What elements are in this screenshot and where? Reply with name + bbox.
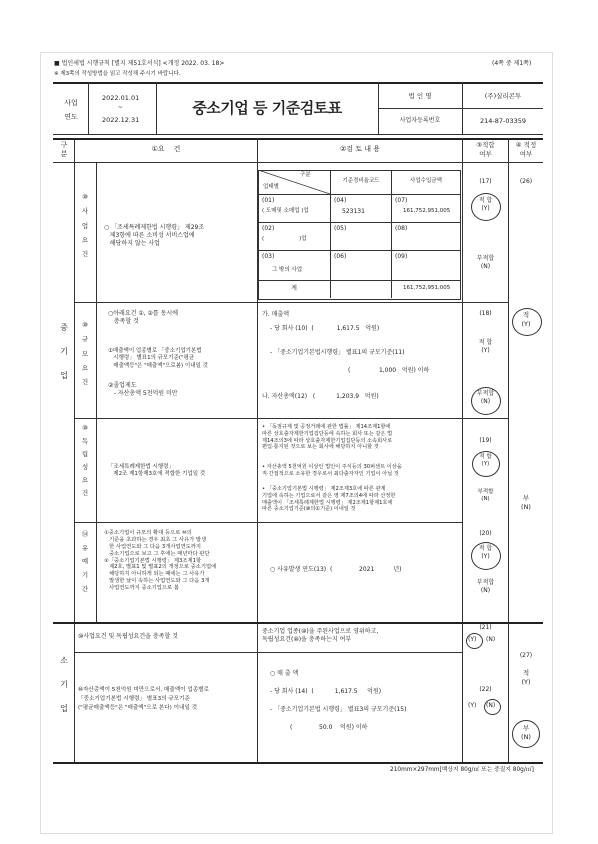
cell-04-val: 523131 — [342, 208, 365, 215]
fiscal-year-start: 2022.01.01 — [102, 94, 140, 102]
col-fit: ③적합 여부 — [476, 141, 495, 158]
cell-04-no: (04) — [334, 197, 347, 204]
fiscal-year-label: 사업 연도 — [64, 99, 78, 121]
fit-22-nofit: (N) — [486, 702, 496, 709]
fit-22-yes: (Y) — [468, 702, 477, 709]
fiscal-year-end: 2022.12.31 — [102, 116, 140, 124]
business-req-label: ⑩ 사 업 요 건 — [81, 193, 89, 259]
small-req-106: ⑩자산총액이 5천억원 미만으로서, 매출액이 업종별로 「중소기업기본법 시행령」 별표3의 규모기준 ("평균매출액등"은 "매출액"으로 본다) 이내일 것 — [78, 687, 209, 711]
corp-name: (주)실리콘투 — [484, 92, 522, 100]
small-rev-3: - 「중소기업기본법 시행령」 별표3의 규모기준(15) — [270, 706, 407, 713]
col-requirement: ①요 건 — [151, 145, 181, 153]
fit-20-yes: 적 합 (Y) — [478, 545, 493, 561]
instruction-note: ※ 제3쪽의 작성방법을 읽고 작성해 주시기 바랍니다. — [54, 71, 181, 77]
scale-rev-3: - 「중소기업기본법시행령」 별표1의 규모기준(11) — [270, 349, 405, 356]
grace-rev: ○ 사유발생 연도(13) ( 2021 년) — [270, 566, 402, 573]
fit-18-no: (18) — [479, 310, 492, 317]
table-h-gubun: 구분 — [300, 172, 311, 178]
fit-18-nofit: 부적합 (N) — [476, 390, 495, 406]
cell-07-val: 161,752,951,005 — [403, 208, 451, 214]
final-102-yes: 적 (Y) — [521, 311, 531, 328]
cell-08-no: (08) — [395, 225, 408, 232]
small-rev-2: - 당 회사 (14) ( 1,617.5 억원) — [270, 688, 382, 695]
table-h-code: 기준경비율코드 — [342, 178, 380, 184]
page-indicator: (4쪽 중 제1쪽) — [492, 60, 532, 67]
cell-07-no: (07) — [395, 197, 408, 204]
section-sme: 중 기 업 — [60, 323, 68, 380]
final-27-no: (27) — [519, 652, 533, 659]
fit-18-yes: 적 합 (Y) — [478, 339, 493, 355]
reg-no-label: 사업자등록번호 — [399, 117, 441, 124]
indep-rev-1: • 「독점규제 및 공정거래에 관한 법률」 제14조제1항에 따른 상호출자제한기업집단등에 속하는 회사 또는 같은 법 제14조의3에 따라 상호출자제한기업집단등의 소속회사로 편입·통지된 것으로 보는 회사에 해당하지 아니할 것 — [262, 424, 393, 451]
indep-rev-3: • 「중소기업기본법 시행령」 제2조제3호에 따른 관계 기업에 속하는 기업으로서 같은 영 제7조의4에 따라 산정한 매출액이 「조세특례제한법 시행령」 제2조제1항제1호에 따른 중소기업기준(⑩의①기준) 이내일 것 — [262, 486, 396, 513]
cell-02-name: ( )업 — [262, 236, 307, 242]
scale-rev-1: 가. 매출액 — [262, 311, 289, 318]
cell-06-no: (06) — [334, 253, 347, 260]
fit-22-no: (22) — [479, 686, 492, 693]
table-total-val: 161,752,951,005 — [403, 285, 451, 291]
fit-21-no: (21) — [479, 624, 492, 631]
final-26-no: (26) — [519, 178, 533, 185]
cell-01-name: ( 도매및 소매업 )업 — [262, 208, 309, 214]
final-27-yes: 적 (Y) — [521, 669, 531, 686]
cell-05-no: (05) — [334, 225, 347, 232]
indep-req-text: 「조세특례제한법 시행령」 제2조 제1항제3호에 적합한 기업일 것 — [108, 464, 206, 478]
small-rev-1: ○ 매 출 액 — [270, 670, 299, 677]
scale-req-text-2: ①매출액이 업종별로 「중소기업기본법 시행령」 별표1의 규모기준("평균 매출액등"은 "매출액"으로봄) 이내일 것 — [108, 348, 208, 369]
fit-17-yes: 적 합 (Y) — [478, 197, 493, 213]
indep-req-label: ⑩ 독 립 성 요 건 — [81, 424, 89, 497]
fit-20-nofit: 부적합 (N) — [476, 579, 495, 595]
fit-20-no: (20) — [479, 530, 492, 537]
fit-19-yes: 적 합 (Y) — [479, 454, 492, 468]
fit-19-nofit: 부적합 (N) — [477, 489, 494, 503]
col-final: ④ 적정 여부 — [515, 141, 537, 158]
table-h-upbyul: 업태별 — [263, 184, 279, 190]
fiscal-year-separator: ~ — [118, 104, 124, 111]
corp-name-label: 법 인 명 — [408, 92, 432, 100]
scale-rev-2: - 당 회사 (10) ( 1,617.5 억원) — [270, 325, 380, 332]
scale-req-label: ⑩ 규 모 요 건 — [81, 321, 89, 387]
col-gubun: 구 분 — [60, 141, 68, 159]
fit-17-no: (17) — [479, 178, 492, 185]
cell-01-no: (01) — [262, 197, 275, 204]
small-rev-105: 중소기업 업종(⑩)을 주된사업으로 영위하고, 독립성요건(⑩)을 충족하는지 여부 — [262, 628, 379, 644]
cell-02-no: (02) — [262, 225, 275, 232]
scale-req-text-1: ○아래요건 ①, ②를 동시에 충족할 것 — [108, 310, 178, 326]
fit-17-nofit: 부적합 (N) — [476, 255, 495, 271]
paper-spec: 210mm×297mm[백상지 80g/㎡ 또는 중질지 80g/㎡] — [390, 767, 534, 773]
grace-req-text: ①중소기업이 규모의 확대 등으로 ⑩의 기준을 초과하는 경우 최초 그 사유가 발생 한 사업연도와 그 다음 3개사업연도까지 중소기업으로 보고 그 후에는 매년마다 판단 ②「중소기업기본법 시행령」 제3조제1항 제2호, 별표1 및 별표2의 개정으로 중소기업에 해당하지 아니하게 되는 때에는 그 사유가 발생한 날이 속하는 사업연도와 그 다음 3개 사업연도까지 중소기업으로 봄 — [104, 530, 217, 591]
indep-rev-2: • 자산총액 5천억원 이상인 법인이 주식등의 30퍼센트 이상을 직·간접적으로 소유한 경우로서 최다출자자인 기업이 아닐 것 — [262, 464, 402, 477]
small-req-105: ⑩사업요건 및 독립성요건을 충족할 것 — [78, 633, 178, 640]
form-title: 중소기업 등 기준검토표 — [192, 99, 342, 117]
fit-21-yes: (Y) — [468, 636, 477, 643]
cell-03-name: 그 밖의 사업 — [272, 267, 303, 273]
small-rev-4: ( 50.0 억원) 이하 — [290, 724, 368, 731]
form-reference: ■ 법인세법 시행규칙 [별지 제51호서식] <개정 2022. 03. 18> — [54, 60, 225, 67]
final-27-nofit: 부 (N) — [521, 724, 531, 741]
fit-19-no: (19) — [479, 437, 492, 444]
table-h-amount: 사업수입금액 — [410, 178, 442, 184]
scale-rev-4: ( 1,000 억원) 이하 — [348, 367, 430, 374]
scale-rev-5: 나. 자산총액(12) ( 1,203.9 억원) — [262, 393, 379, 400]
cell-03-no: (03) — [262, 253, 275, 260]
business-req-text: ○ 「조세특례제한법 시행령」 제29조 제3항에 따른 소비성 서비스업에 해당하지 않는 사업 — [104, 224, 205, 248]
fit-21-nofit: (N) — [486, 636, 496, 643]
grace-req-label: ⑭ 유 예 기 간 — [81, 530, 89, 593]
cell-09-no: (09) — [395, 253, 408, 260]
scale-req-text-3: ②졸업제도 - 자산총액 5천억원 미만 — [108, 382, 178, 398]
section-small: 소 기 업 — [60, 656, 68, 713]
table-total-label: 계 — [291, 285, 297, 292]
final-103-no: 부 (N) — [521, 494, 531, 511]
reg-no: 214-87-03359 — [479, 117, 527, 125]
col-review: ②검 토 내 용 — [340, 145, 380, 153]
